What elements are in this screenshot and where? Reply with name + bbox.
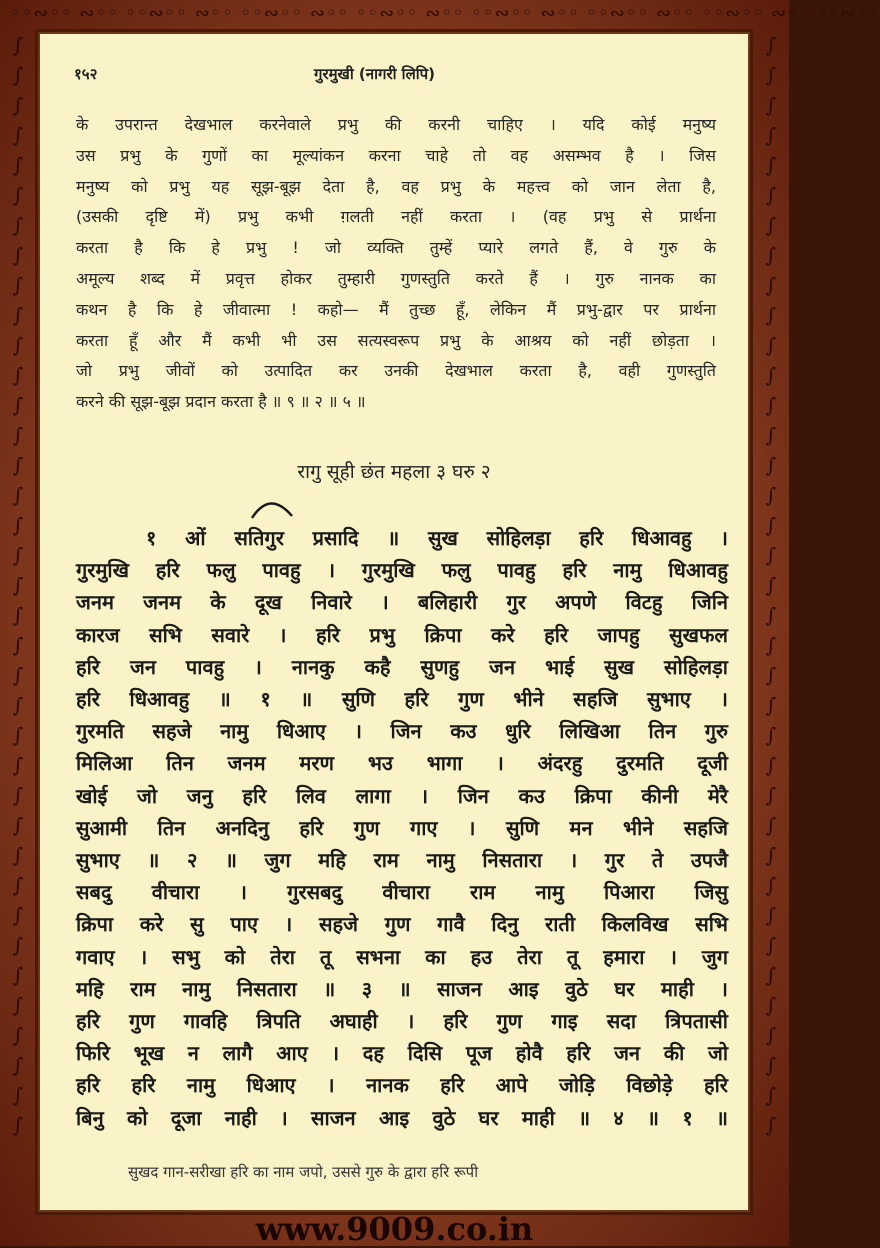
page-number: १५२ <box>74 65 98 83</box>
translation-line: जो प्रभु जीवों को उत्पादित कर उनकी देखभाल करता है, वही गुणस्तुति <box>76 361 716 381</box>
book-page <box>38 32 750 1212</box>
verse-line: सबदु वीचारा । गुरसबदु वीचारा राम नामु पिआरा जिसु <box>76 880 728 905</box>
verse-line: हरि जन पावहु । नानकु कहै सुणहु जन भाई सुख सोहिलड़ा <box>76 654 728 679</box>
translation-line: मनुष्य को प्रभु यह सूझ-बूझ देता है, वह प्रभु के महत्त्व को जान लेता है, <box>76 176 716 196</box>
translation-line: के उपरान्त देखभाल करनेवाले प्रभु की करनी चाहिए । यदि कोई मनुष्य <box>76 115 716 134</box>
verse-line: गुरमुखि हरि फलु पावहु । गुरमुखि फलु पावहु हरि नामु धिआवहु <box>76 558 728 583</box>
gurmukhi-verse <box>76 522 728 1134</box>
translation-paragraph <box>76 110 716 418</box>
frame-ornament-right: ∫ ∫ ∫ ∫ ∫ ∫ ∫ ∫ ∫ ∫ ∫ ∫ ∫ ∫ ∫ ∫ ∫ ∫ ∫ ∫ ∫ ∫ ∫ ∫ ∫ ∫ ∫ ∫ ∫ ∫ ∫ ∫ ∫ ∫ ∫ ∫ ∫ <box>765 33 777 1137</box>
page-header <box>74 64 714 88</box>
translation-line: अमूल्य शब्द में प्रवृत्त होकर तुम्हारी गुणस्तुति करते हैं । गुरु नानक का <box>76 268 716 288</box>
footer-translation-line: सुखद गान-सरीखा हरि का नाम जपो, उससे गुरु के द्वारा हरि रूपी <box>128 1163 479 1181</box>
verse-line: १ ओं सतिगुर प्रसादि ॥ सुख सोहिलड़ा हरि धिआवहु । <box>146 526 728 550</box>
verse-line: महि राम नामु निसतारा ॥ ३ ॥ साजन आइ वुठे घर माही । <box>76 976 728 1001</box>
verse-line: हरि गुण गावहि त्रिपति अघाही । हरि गुण गाइ सदा त्रिपतासी <box>76 1009 728 1034</box>
translation-line: उस प्रभु के गुणों का मूल्यांकन करना चाहे तो वह असम्भव है । जिस <box>76 145 716 165</box>
running-title: गुरमुखी (नागरी लिपि) <box>314 65 435 83</box>
verse-line: जनम जनम के दूख निवारे । बलिहारी गुर अपणे विटहु जिनि <box>76 590 728 615</box>
website-watermark: www.9009.co.in <box>255 1210 534 1248</box>
verse-line: गवाए । सभु को तेरा तू सभना का हउ तेरा तू हमारा । जुग <box>76 944 728 969</box>
translation-line-last: करने की सूझ-बूझ प्रदान करता है ॥ ९ ॥ २ ॥ ५ ॥ <box>76 392 366 412</box>
verse-line: हरि हरि नामु धिआए । नानक हरि आपे जोड़ि विछोड़े हरि <box>76 1073 728 1098</box>
verse-line: खोई जो जनु हरि लिव लागा । जिन कउ क्रिपा कीनी मेरै <box>76 783 728 808</box>
frame-ornament-bottom <box>10 1222 779 1242</box>
verse-line: सुभाए ॥ २ ॥ जुग महि राम नामु निसतारा । गुर ते उपजै <box>76 848 728 873</box>
frame-ornament-top: ◦◦∾◦◦ ∾◦◦ ◦◦∾◦◦ ∾◦◦ ◦◦∾◦◦ ∾◦◦ ◦◦∾◦◦ ∾◦◦ ◦◦∾◦◦ ∾◦◦ ◦◦∾◦◦ ∾◦◦ ◦◦∾◦◦ ∾◦◦ ◦◦∾◦◦ <box>10 3 880 24</box>
verse-line: फिरि भूख न लागै आए । दह दिसि पूज होवै हरि जन की जो <box>76 1041 728 1066</box>
translation-line: करता है कि हे प्रभु ! जो व्यक्ति तुम्हें प्यारे लगते हैं, वे गुरु के <box>76 238 716 258</box>
verse-line: क्रिपा करे सु पाए । सहजे गुण गावै दिनु राती किलविख सभि <box>76 912 728 937</box>
ek-onkar-arc-icon <box>248 494 298 520</box>
translation-line: कथन है कि हे जीवात्मा ! कहो— मैं तुच्छ हूँ, लेकिन मैं प्रभु-द्वार पर प्रार्थना <box>76 299 716 319</box>
verse-line: कारज सभि सवारे । हरि प्रभु क्रिपा करे हरि जापहु सुखफल <box>76 622 728 647</box>
verse-line: मिलिआ तिन जनम मरण भउ भागा । अंदरहु दुरमति दूजी <box>76 751 728 776</box>
translation-line: (उसकी दृष्टि में) प्रभु कभी ग़लती नहीं करता । (वह प्रभु से प्रार्थना <box>76 207 716 227</box>
verse-line: गुरमति सहजे नामु धिआए । जिन कउ धुरि लिखिआ तिन गुरु <box>76 719 728 744</box>
verse-line: हरि धिआवहु ॥ १ ॥ सुणि हरि गुण भीने सहजि सुभाए । <box>76 687 728 712</box>
frame-ornament-left: ∫ ∫ ∫ ∫ ∫ ∫ ∫ ∫ ∫ ∫ ∫ ∫ ∫ ∫ ∫ ∫ ∫ ∫ ∫ ∫ ∫ ∫ ∫ ∫ ∫ ∫ ∫ ∫ ∫ ∫ ∫ ∫ ∫ ∫ ∫ ∫ ∫ <box>12 33 24 1137</box>
verse-line: बिनु को दूजा नाही । साजन आइ वुठे घर माही ॥ ४ ॥ १ ॥ <box>76 1105 728 1130</box>
translation-line: करता हूँ और मैं कभी भी उस सत्यस्वरूप प्रभु के आश्रय को नहीं छोड़ता । <box>76 330 716 350</box>
verse-line: सुआमी तिन अनदिनु हरि गुण गाए । सुणि मन भीने सहजि <box>76 815 728 840</box>
section-heading: रागु सूही छंत महला ३ घरु २ <box>297 461 491 483</box>
